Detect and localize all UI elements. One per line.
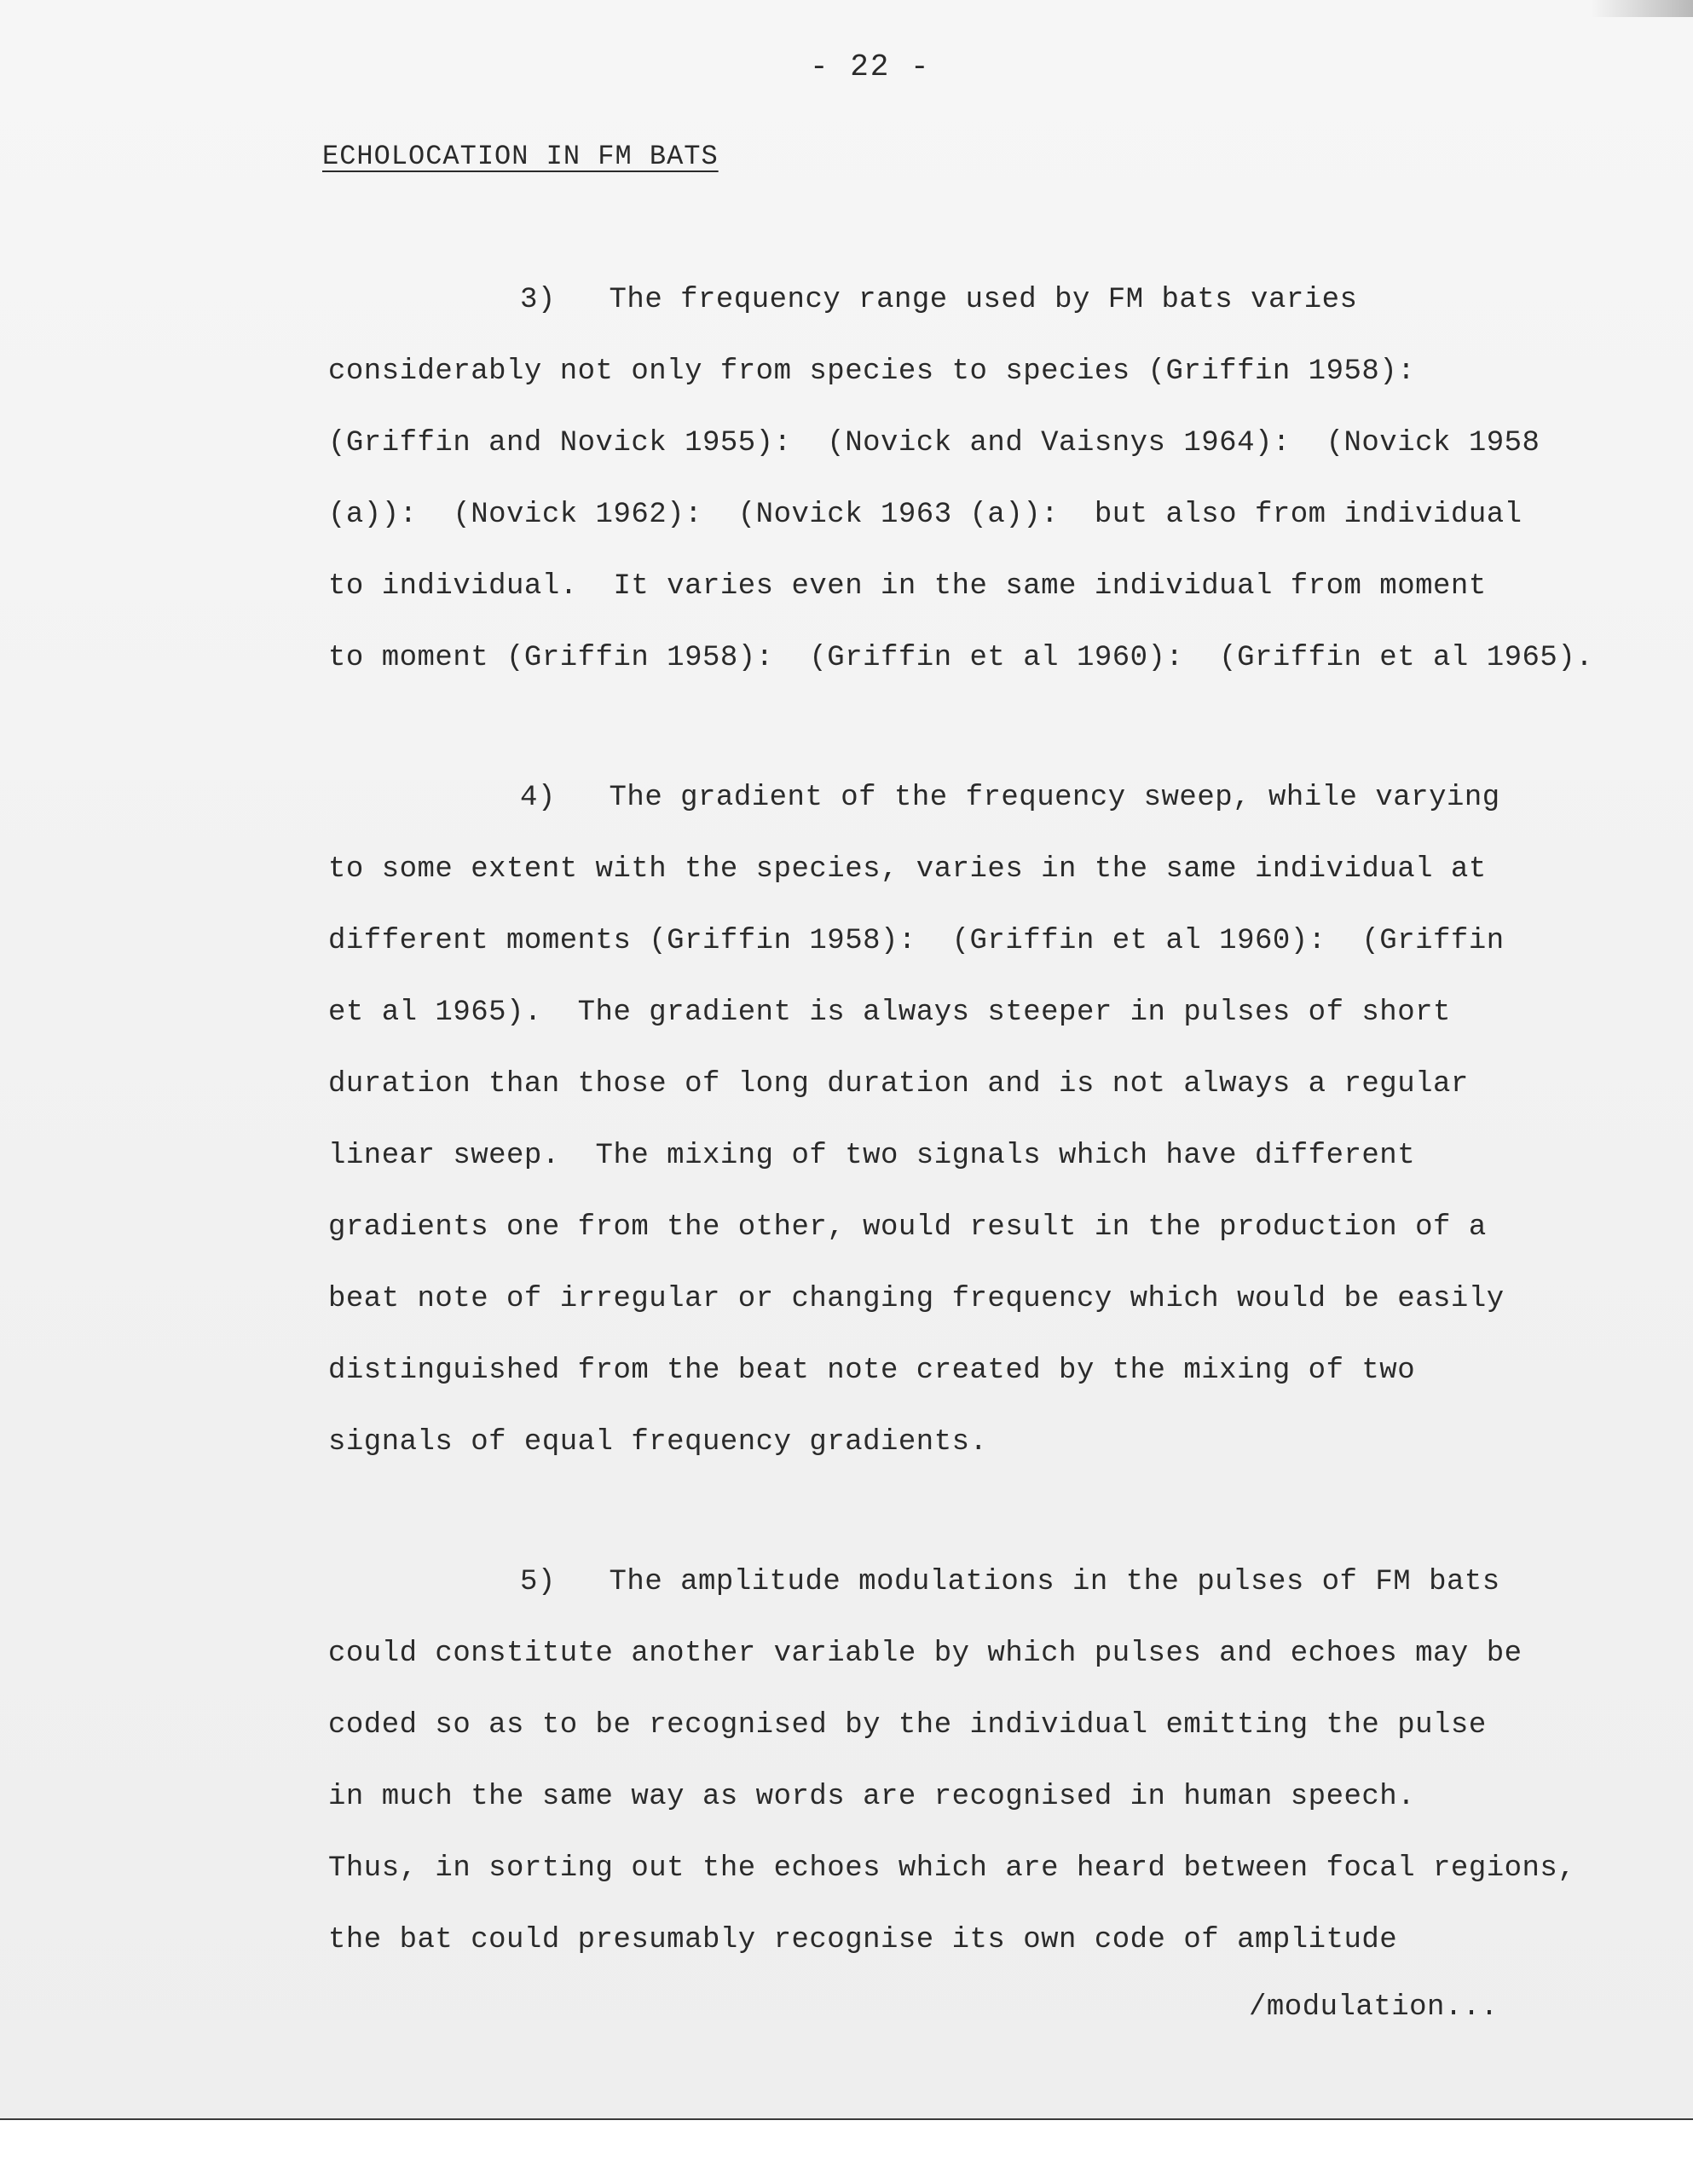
text-line: to individual. It varies even in the same individual from moment bbox=[328, 570, 1487, 603]
text-line: different moments (Griffin 1958): (Griffin et al 1960): (Griffin bbox=[328, 925, 1505, 957]
text-line: the bat could presumably recognise its own code of amplitude bbox=[328, 1924, 1398, 1956]
text-line: (a)): (Novick 1962): (Novick 1963 (a)): but also from individual bbox=[328, 499, 1523, 531]
continuation-catchword: /modulation... bbox=[1249, 1991, 1499, 2024]
text-line: could constitute another variable by which pulses and echoes may be bbox=[328, 1638, 1523, 1670]
text-line: 3) The frequency range used by FM bats varies bbox=[520, 284, 1358, 316]
text-line: et al 1965). The gradient is always steeper in pulses of short bbox=[328, 997, 1451, 1029]
paragraph-3 bbox=[328, 264, 1593, 694]
paragraph-5 bbox=[328, 1546, 1575, 1976]
page-corner-shadow bbox=[1591, 0, 1693, 17]
text-line: to moment (Griffin 1958): (Griffin et al 1960): (Griffin et al 1965). bbox=[328, 642, 1594, 674]
text-line: 5) The amplitude modulations in the pulses of FM bats bbox=[520, 1566, 1500, 1598]
scan-bottom-edge bbox=[0, 2118, 1693, 2184]
text-line: to some extent with the species, varies in the same individual at bbox=[328, 853, 1487, 886]
text-line: linear sweep. The mixing of two signals which have different bbox=[328, 1140, 1416, 1172]
text-line: in much the same way as words are recognised in human speech. bbox=[328, 1781, 1416, 1813]
text-line: coded so as to be recognised by the individual emitting the pulse bbox=[328, 1709, 1487, 1742]
text-line: Thus, in sorting out the echoes which are heard between focal regions, bbox=[328, 1852, 1576, 1885]
text-line: distinguished from the beat note created by the mixing of two bbox=[328, 1355, 1416, 1387]
text-line: beat note of irregular or changing frequency which would be easily bbox=[328, 1283, 1505, 1315]
paragraph-4 bbox=[328, 762, 1505, 1478]
text-line: duration than those of long duration and is not always a regular bbox=[328, 1068, 1469, 1101]
text-line: signals of equal frequency gradients. bbox=[328, 1426, 988, 1459]
page-number: - 22 - bbox=[810, 49, 931, 84]
section-heading: ECHOLOCATION IN FM BATS bbox=[322, 141, 719, 172]
text-line: gradients one from the other, would result in the production of a bbox=[328, 1211, 1487, 1244]
text-line: (Griffin and Novick 1955): (Novick and Vaisnys 1964): (Novick 1958 bbox=[328, 427, 1540, 459]
text-line: considerably not only from species to species (Griffin 1958): bbox=[328, 355, 1416, 388]
text-line: 4) The gradient of the frequency sweep, while varying bbox=[520, 782, 1500, 814]
